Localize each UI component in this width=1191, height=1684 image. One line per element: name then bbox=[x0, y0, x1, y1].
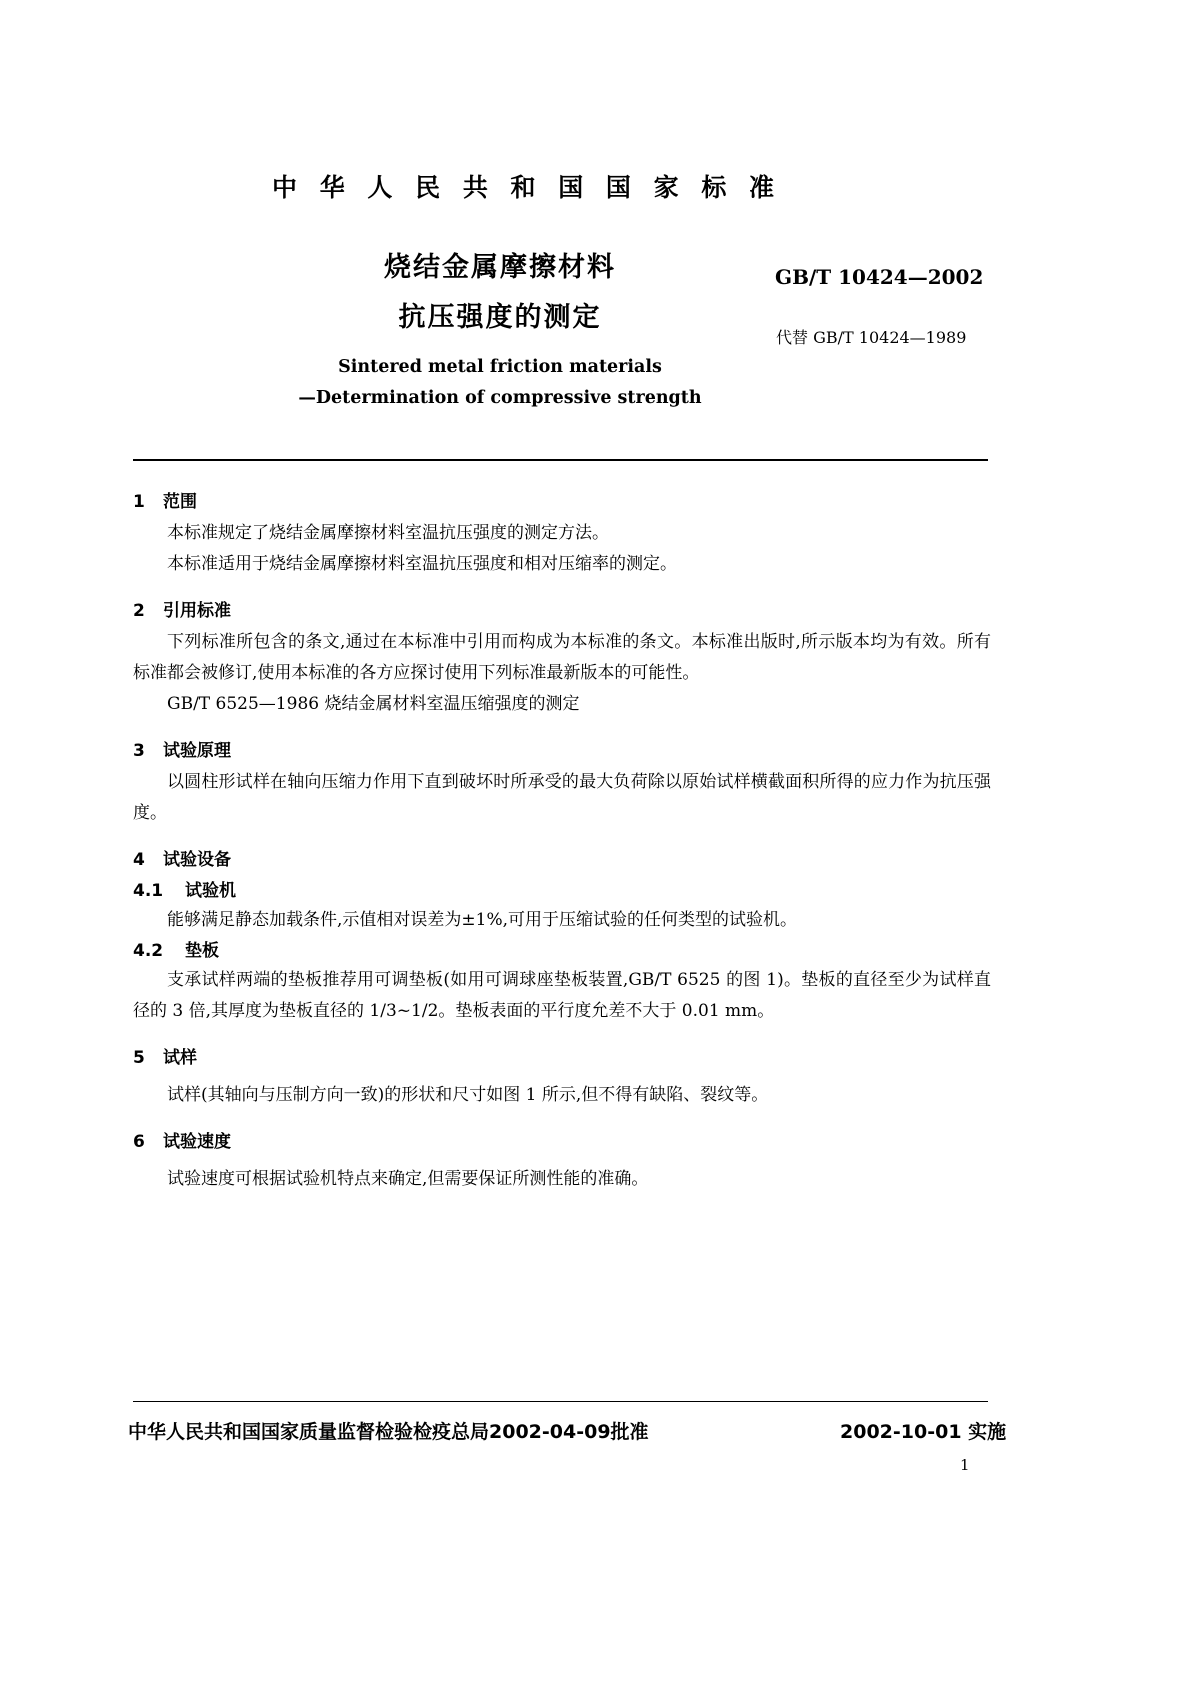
clause-3-heading bbox=[133, 736, 991, 761]
page-number: 1 bbox=[960, 1456, 970, 1474]
clause-5-number: 5 bbox=[133, 1048, 145, 1068]
clause-5-title: 试样 bbox=[163, 1048, 197, 1068]
national-standard-heading: 中 华 人 民 共 和 国 国 家 标 准 bbox=[272, 173, 782, 202]
clause-5-heading bbox=[133, 1043, 991, 1068]
clause-4-heading bbox=[133, 845, 991, 870]
clause-3-title: 试验原理 bbox=[163, 741, 231, 761]
footer-implementation: 2002-10-01 实施 bbox=[840, 1421, 1007, 1443]
clause-1-heading bbox=[133, 487, 991, 512]
subclause-4-1-heading bbox=[133, 876, 991, 901]
subclause-4-2-heading bbox=[133, 936, 991, 961]
clause-5-paragraph-1: 试样(其轴向与压制方向一致)的形状和尺寸如图 1 所示,但不得有缺陷、裂纹等。 bbox=[167, 1085, 769, 1105]
standard-title-block bbox=[300, 243, 700, 343]
clause-2-heading bbox=[133, 596, 991, 621]
clause-3 bbox=[133, 736, 991, 829]
standard-title-english bbox=[270, 352, 730, 414]
subclause-4-1 bbox=[133, 876, 991, 936]
title-en-line-1: Sintered metal friction materials bbox=[338, 357, 662, 377]
clause-2-reference: GB/T 6525—1986 烧结金属材料室温压缩强度的测定 bbox=[167, 694, 580, 714]
title-en-line-2: —Determination of compressive strength bbox=[298, 388, 702, 408]
clause-1-paragraph-1: 本标准规定了烧结金属摩擦材料室温抗压强度的测定方法。 bbox=[167, 523, 609, 543]
clause-2-paragraph-1: 下列标准所包含的条文,通过在本标准中引用而构成为本标准的条文。本标准出版时,所示版本均为有效。所有标准都会被修订,使用本标准的各方应探讨使用下列标准最新版本的可能性。 bbox=[133, 632, 991, 683]
header-divider bbox=[133, 459, 988, 461]
clause-6-heading bbox=[133, 1127, 991, 1152]
clause-3-paragraph-1: 以圆柱形试样在轴向压缩力作用下直到破坏时所承受的最大负荷除以原始试样横截面积所得的应力作为抗压强度。 bbox=[133, 772, 991, 823]
subclause-4-2-title: 垫板 bbox=[185, 941, 219, 961]
standard-number: GB/T 10424—2002 bbox=[775, 265, 984, 289]
standard-replaces: 代替 GB/T 10424—1989 bbox=[776, 328, 967, 347]
subclause-4-1-title: 试验机 bbox=[185, 881, 236, 901]
title-cn-line-2: 抗压强度的测定 bbox=[398, 302, 602, 333]
subclause-4-1-number: 4.1 bbox=[133, 881, 164, 901]
clause-3-number: 3 bbox=[133, 741, 145, 761]
clause-4-number: 4 bbox=[133, 850, 145, 870]
clause-2-number: 2 bbox=[133, 601, 145, 621]
subclause-4-2-number: 4.2 bbox=[133, 941, 164, 961]
clause-2 bbox=[133, 596, 991, 720]
footer-approval: 中华人民共和国国家质量监督检验检疫总局2002-04-09批准 bbox=[128, 1421, 649, 1443]
clause-1-title: 范围 bbox=[163, 492, 197, 512]
subclause-4-2-paragraph-1: 支承试样两端的垫板推荐用可调垫板(如用可调球座垫板装置,GB/T 6525 的图 1)。垫板的直径至少为试样直径的 3 倍,其厚度为垫板直径的 1/3~1/2。垫板表面的平行度允差不大于 0.01 mm。 bbox=[133, 970, 991, 1021]
title-cn-line-1: 烧结金属摩擦材料 bbox=[384, 252, 616, 283]
clause-1 bbox=[133, 487, 991, 580]
subclause-4-2 bbox=[133, 936, 991, 1027]
clause-6-title: 试验速度 bbox=[163, 1132, 231, 1152]
clause-4-title: 试验设备 bbox=[163, 850, 231, 870]
clause-6-number: 6 bbox=[133, 1132, 145, 1152]
clause-1-paragraph-2: 本标准适用于烧结金属摩擦材料室温抗压强度和相对压缩率的测定。 bbox=[167, 554, 677, 574]
document-body bbox=[133, 487, 991, 1211]
clause-1-number: 1 bbox=[133, 492, 145, 512]
clause-6 bbox=[133, 1127, 991, 1195]
clause-5 bbox=[133, 1043, 991, 1111]
footer-divider bbox=[133, 1401, 988, 1402]
subclause-4-1-paragraph-1: 能够满足静态加载条件,示值相对误差为±1%,可用于压缩试验的任何类型的试验机。 bbox=[167, 910, 798, 930]
clause-2-title: 引用标准 bbox=[163, 601, 231, 621]
clause-6-paragraph-1: 试验速度可根据试验机特点来确定,但需要保证所测性能的准确。 bbox=[167, 1169, 649, 1189]
clause-4 bbox=[133, 845, 991, 1027]
